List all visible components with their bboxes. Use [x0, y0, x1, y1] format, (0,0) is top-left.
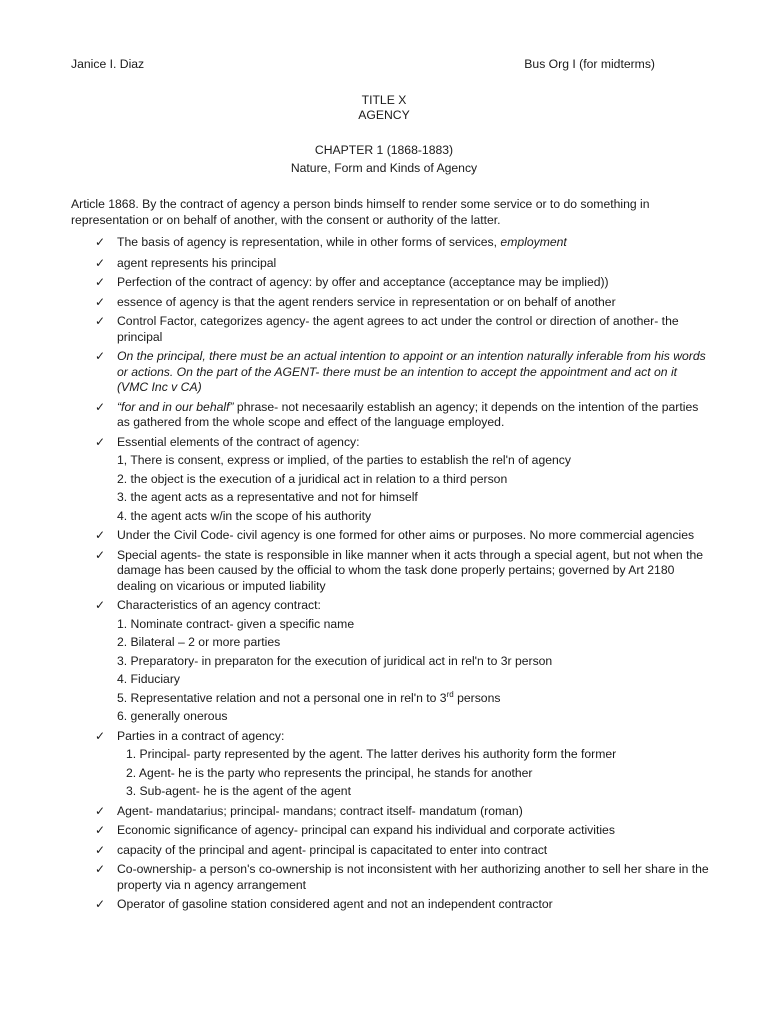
check-icon: ✓	[95, 235, 106, 249]
list-item	[71, 804, 711, 820]
item-text: capacity of the principal and agent- principal is capacitated to enter into contract	[117, 842, 548, 857]
list-item	[71, 275, 711, 291]
article-1868-text: Article 1868. By the contract of agency a person binds himself to render some service or to do something in representation or on behalf of another, with the consent or authority of the latter.	[71, 197, 650, 227]
item-text: phrase- not necesaarily establish an agency; it depends on the intention of the parties as gathered from the whole scope and effect of the language employed.	[117, 399, 699, 429]
sub-item	[71, 691, 711, 707]
list-item	[71, 598, 711, 614]
sub-item: 1. Principal- party represented by the agent. The latter derives his authority form the former	[126, 747, 617, 761]
sub-item-text: 5. Representative relation and not a personal one in rel'n to 3	[117, 690, 447, 705]
sub-item: 2. the object is the execution of a juridical act in relation to a third person	[117, 471, 508, 486]
item-text: Essential elements of the contract of agency:	[117, 434, 360, 449]
item-text: Economic significance of agency- principal can expand his individual and corporate activities	[117, 823, 615, 837]
author-name: Janice I. Diaz	[71, 57, 145, 71]
ordinal-suffix: rd	[446, 689, 454, 699]
title-line-2: AGENCY	[358, 108, 410, 122]
item-text: Characteristics of an agency contract:	[117, 598, 321, 612]
item-emphasis: “for and in our behalf”	[117, 399, 234, 414]
sub-item-text: persons	[453, 690, 501, 705]
check-icon: ✓	[95, 528, 106, 542]
sub-item: 1. Nominate contract- given a specific name	[117, 616, 355, 631]
sub-item: 3. Preparatory- in preparaton for the execution of juridical act in rel'n to 3r person	[117, 653, 553, 668]
sub-item: 1, There is consent, express or implied, of the parties to establish the rel'n of agency	[117, 453, 571, 467]
check-icon: ✓	[95, 275, 106, 289]
check-icon: ✓	[95, 803, 106, 818]
sub-item: 2. Bilateral – 2 or more parties	[117, 635, 281, 649]
item-text: The basis of agency is representation, while in other forms of services,	[117, 235, 501, 249]
check-icon: ✓	[95, 842, 106, 857]
item-text: Parties in a contract of agency:	[117, 728, 285, 743]
sub-item: 4. Fiduciary	[117, 672, 180, 686]
list-item	[71, 823, 711, 839]
list-item	[71, 528, 711, 544]
check-icon: ✓	[95, 823, 106, 837]
list-item	[71, 295, 711, 311]
item-text: agent represents his principal	[117, 255, 277, 270]
item-text: Operator of gasoline station considered agent and not an independent contractor	[117, 897, 553, 911]
bullet-list	[71, 235, 711, 913]
item-emphasis: employment	[500, 235, 567, 249]
sub-item: 3. Sub-agent- he is the agent of the agent	[126, 784, 351, 798]
title-line-1: TITLE X	[361, 93, 407, 107]
item-text: Co-ownership- a person's co-ownership is not inconsistent with her authorizing another to sell her share in the property via n agency arrangement	[117, 862, 709, 892]
list-item	[71, 435, 711, 451]
sub-item: 4. the agent acts w/in the scope of his authority	[117, 508, 372, 523]
list-item	[71, 897, 711, 913]
course-label: Bus Org I (for midterms)	[524, 57, 655, 71]
check-icon: ✓	[95, 434, 106, 449]
list-item	[71, 843, 711, 859]
check-icon: ✓	[95, 897, 106, 911]
sub-item: 3. the agent acts as a representative and not for himself	[117, 490, 418, 504]
check-icon: ✓	[95, 399, 106, 414]
list-item	[71, 256, 711, 272]
check-icon: ✓	[95, 598, 106, 612]
list-item	[71, 548, 711, 595]
list-item	[71, 729, 711, 745]
item-text: Special agents- the state is responsible in like manner when it acts through a special agent, but not when the damage has been caused by the official to whom the task done properly pertains; governed by Art 2180 dealing on vicarious or imputed liability	[117, 547, 704, 593]
item-text: Perfection of the contract of agency: by offer and acceptance (acceptance may be implied))	[117, 275, 609, 289]
item-text: Agent- mandatarius; principal- mandans; contract itself- mandatum (roman)	[117, 803, 523, 818]
check-icon: ✓	[95, 255, 106, 270]
item-text: essence of agency is that the agent renders service in representation or on behalf of another	[117, 294, 616, 309]
item-text: Under the Civil Code- civil agency is one formed for other aims or purposes. No more commercial agencies	[117, 528, 695, 542]
list-item	[71, 400, 711, 431]
list-item	[71, 862, 711, 893]
sub-item: 6. generally onerous	[117, 709, 228, 723]
check-icon: ✓	[95, 314, 106, 328]
page-header	[71, 57, 655, 73]
check-icon: ✓	[95, 349, 106, 363]
check-icon: ✓	[95, 547, 106, 562]
item-text: On the principal, there must be an actual intention to appoint or an intention naturally inferable from his words or actions. On the part of the AGENT- there must be an intention to accept the appointment and act on it (VMC Inc v CA)	[117, 349, 706, 394]
list-item	[71, 349, 711, 396]
chapter-subtitle: Nature, Form and Kinds of Agency	[290, 161, 478, 175]
check-icon: ✓	[95, 728, 106, 743]
sub-item: 2. Agent- he is the party who represents the principal, he stands for another	[126, 765, 533, 780]
item-text: Control Factor, categorizes agency- the agent agrees to act under the control or direction of another- the principal	[117, 314, 679, 344]
check-icon: ✓	[95, 294, 106, 309]
list-item	[71, 235, 711, 251]
check-icon: ✓	[95, 862, 106, 876]
chapter-heading: CHAPTER 1 (1868-1883)	[314, 143, 454, 157]
list-item	[71, 314, 711, 345]
